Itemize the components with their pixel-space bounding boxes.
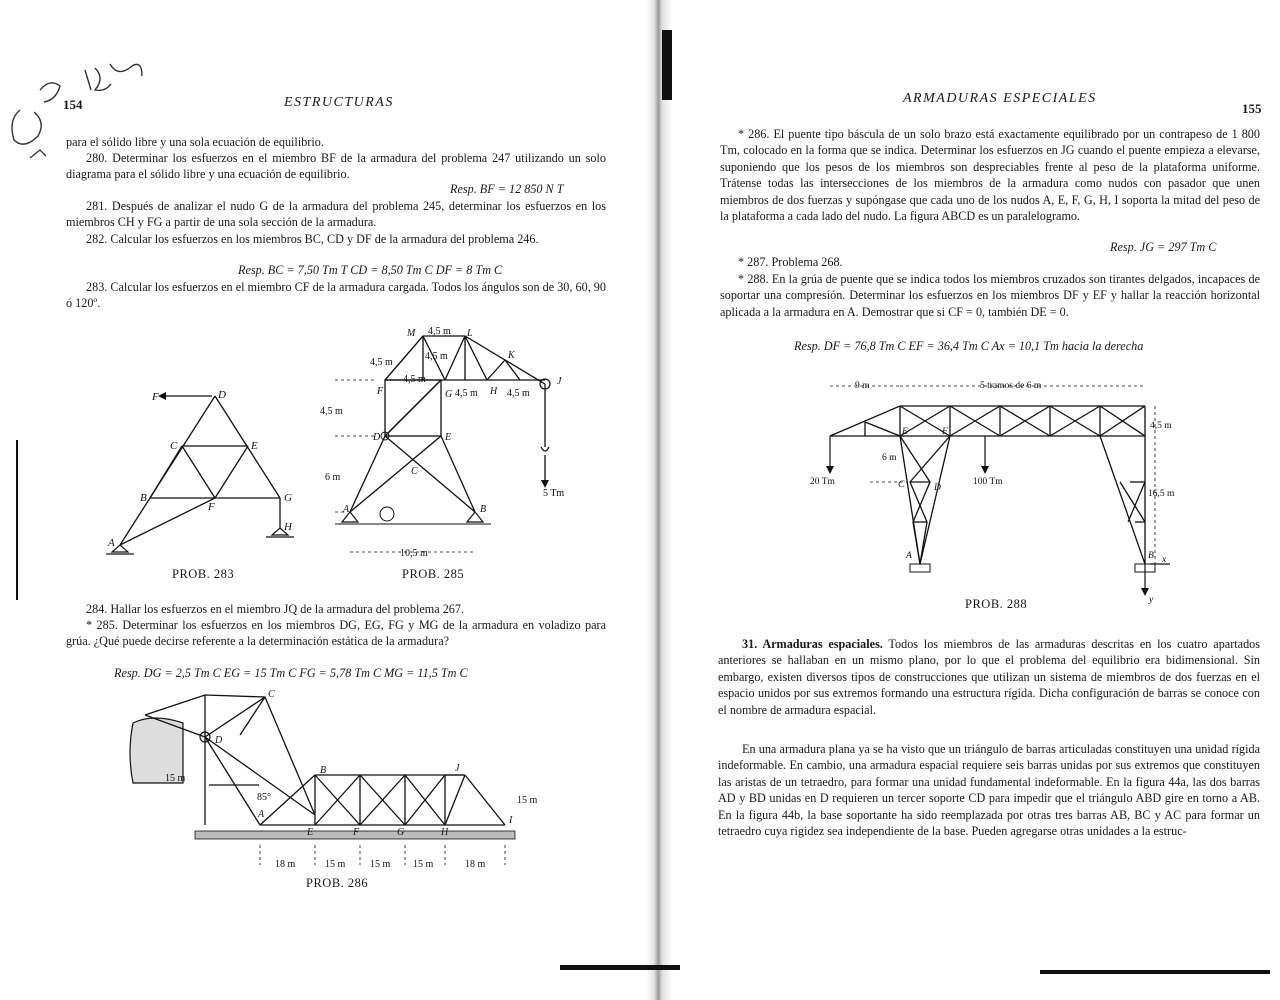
label-B: B xyxy=(1148,551,1154,561)
dim-tramos: 5 tramos de 6 m xyxy=(980,381,1042,391)
label-F: F xyxy=(377,386,384,397)
label-E: E xyxy=(902,427,908,437)
label-E: E xyxy=(445,432,452,443)
label-D: D xyxy=(215,735,223,746)
dim-9m: 9 m xyxy=(855,381,870,391)
section-31-paragraph-2: En una armadura plana ya se ha visto que un triángulo de barras articuladas constituyen una unidad rígida indeformable. En cambio, una armadura espacial requiere seis barras unidas por sus extremos que constituyen las aristas de un tetraedro, para formar una unidad fundamental indeformable. En la figura 44a, las dos barras AD y BD unidas en D requieren un tercer soporte CD para impedir que el triángulo ABD gire en torno a AB. En la figura 44b, la base soportante ha sido reemplazada por otras tres barras AB, BC y AC para formar un tetraedro cuya rigidez sea independiente de la base. Pueden agregarse otras unidades a la estruc- xyxy=(718,742,1260,839)
problem-286: * 286. El puente tipo báscula de un solo brazo está exactamente equilibrado por un contrapeso de 1 800 Tm, colocado en la forma que se indica. Determinar los esfuerzos en JG cuando el puente empieza a elevarse, suponiendo que los pesos de los miembros son despreciables frente al peso de la plataforma uniforme. Trátense todas las intersecciones de los miembros de la armadura como nudos con pasador que unen miembros de dos fuerzas y supóngase que cada uno de los nudos A, E, F, G, H, I soporta la mitad del peso de la plataforma a cada lado del nudo. La figura ABCD es un paralelogramo. xyxy=(720,127,1260,224)
label-M: M xyxy=(407,328,416,339)
right-page xyxy=(660,0,1280,1000)
problem-285-answer: Resp. DG = 2,5 Tm C EG = 15 Tm C FG = 5,78 Tm C MG = 11,5 Tm C xyxy=(114,666,468,680)
label-F: F xyxy=(353,827,360,838)
label-H: H xyxy=(441,827,449,838)
dim-15b: 15 m xyxy=(517,795,538,806)
load-100tm: 100 Tm xyxy=(973,477,1003,487)
problem-283: 283. Calcular los esfuerzos en el miembro CF de la armadura cargada. Todos los ángulos son de 30, 60, 90 ó 120º. xyxy=(66,280,606,311)
dim-MF: 4,5 m xyxy=(370,357,393,368)
dim-HJ: 4,5 m xyxy=(507,388,530,399)
running-header: ARMADURAS ESPECIALES xyxy=(903,91,1097,106)
running-header: ESTRUCTURAS xyxy=(284,95,394,110)
label-B: B xyxy=(140,492,147,504)
dim-2: 15 m xyxy=(370,859,391,870)
label-x: x xyxy=(1162,555,1167,565)
label-H: H xyxy=(284,521,292,533)
problem-282: 282. Calcular los esfuerzos en los miembros BC, CD y DF de la armadura del problema 246. xyxy=(86,232,539,246)
dim-GH: 4,5 m xyxy=(455,388,478,399)
dim-15a: 15 m xyxy=(165,773,186,784)
page-number: 155 xyxy=(1242,101,1262,116)
label-C: C xyxy=(898,480,905,490)
label-A: A xyxy=(343,504,350,515)
problem-285: * 285. Determinar los esfuerzos en los miembros DG, EG, FG y MG de la armadura en voladizo para grúa. ¿Qué puede decirse referente a la determinación estática de la armadura? xyxy=(66,618,606,649)
dim-165m: 16,5 m xyxy=(1148,489,1175,499)
dim-FG: 4,5 m xyxy=(403,374,426,385)
label-K: K xyxy=(508,350,515,361)
label-D: D xyxy=(934,483,941,493)
label-F: F xyxy=(152,391,159,403)
problem-281: 281. Después de analizar el nudo G de la armadura del problema 245, determinar los esfuerzos en los miembros CH y FG a partir de una sola sección de la armadura. xyxy=(66,199,606,230)
caption-prob-286: PROB. 286 xyxy=(306,876,369,890)
dim-45m: 4,5 m xyxy=(1150,421,1172,431)
figure-prob-285 xyxy=(315,322,585,567)
dim-width-105: 10,5 m xyxy=(400,548,428,559)
label-H: H xyxy=(490,386,498,397)
label-E: E xyxy=(307,827,314,838)
section-31-paragraph-1: Todos los miembros de las armaduras descritas en los cuatro apartados anteriores se hallaban en un mismo plano, por lo que el problema del equilibrio era bidimensional. Sin embargo, existen diversos tipos de construcciones que utilizan un sistema de miembros de dos fuerzas en el espacio unidos por sus extremos formando una estructura rígida. Dicha configuración de barras se conoce con el nombre de armadura espacial. xyxy=(718,637,1260,717)
problem-287: * 287. Problema 268. xyxy=(738,255,843,269)
label-F-inner: F xyxy=(208,501,215,513)
label-G: G xyxy=(397,827,405,838)
label-A: A xyxy=(906,551,912,561)
label-C: C xyxy=(268,689,275,700)
label-G: G xyxy=(284,492,292,504)
label-L: L xyxy=(467,328,473,339)
dim-MG: 4,5 m xyxy=(425,351,448,362)
label-B: B xyxy=(480,504,487,515)
label-I: I xyxy=(509,815,513,826)
problem-280: 280. Determinar los esfuerzos en el miembro BF de la armadura del problema 247 utilizando un solo diagrama para el sólido libre y una ecuación de equilibrio. xyxy=(66,151,606,182)
label-J: J xyxy=(557,376,562,387)
problem-284: 284. Hallar los esfuerzos en el miembro JQ de la armadura del problema 267. xyxy=(86,602,465,616)
dim-4: 18 m xyxy=(465,859,486,870)
label-y: y xyxy=(1149,595,1154,605)
figure-prob-288 xyxy=(810,372,1175,605)
label-D: D xyxy=(218,389,226,401)
page-number: 154 xyxy=(63,97,83,112)
dim-ML: 4,5 m xyxy=(428,326,451,337)
label-J: J xyxy=(455,763,460,774)
label-F: F xyxy=(942,427,948,437)
dim-0: 18 m xyxy=(275,859,296,870)
label-D: D xyxy=(373,432,381,443)
dim-height-6: 6 m xyxy=(325,472,341,483)
problem-286-answer: Resp. JG = 297 Tm C xyxy=(1110,240,1217,254)
section-31-title: 31. Armaduras espaciales. xyxy=(742,637,883,651)
label-A: A xyxy=(258,809,265,820)
label-E: E xyxy=(251,440,258,452)
load-5tm: 5 Tm xyxy=(543,488,565,499)
caption-prob-288: PROB. 288 xyxy=(965,597,1028,611)
load-20tm: 20 Tm xyxy=(810,477,835,487)
problem-288-answer: Resp. DF = 76,8 Tm C EF = 36,4 Tm C Ax = 10,1 Tm hacia la derecha xyxy=(794,339,1144,353)
paragraph-intro: para el sólido libre y una sola ecuación de equilibrio. xyxy=(66,135,324,149)
label-C: C xyxy=(411,466,418,477)
problem-282-answer: Resp. BC = 7,50 Tm T CD = 8,50 Tm C DF = 8 Tm C xyxy=(238,263,503,277)
caption-prob-283: PROB. 283 xyxy=(172,567,235,581)
angle-85: 85° xyxy=(257,792,271,803)
section-31 xyxy=(718,636,1260,718)
caption-prob-285: PROB. 285 xyxy=(402,567,465,581)
dim-1: 15 m xyxy=(325,859,346,870)
label-G: G xyxy=(445,389,453,400)
dim-height-45: 4,5 m xyxy=(320,406,343,417)
problem-288: * 288. En la grúa de puente que se indica todos los miembros cruzados son tirantes delgados, incapaces de soportar una compresión. Determinar los esfuerzos en los miembros DF y EF y hallar la reacción horizontal aplicada a la armadura en A. Demostrar que si CF = 0, también DE = 0. xyxy=(720,272,1260,319)
problem-280-answer: Resp. BF = 12 850 N T xyxy=(450,182,564,196)
label-A: A xyxy=(108,537,115,549)
dim-6m: 6 m xyxy=(882,453,897,463)
label-C: C xyxy=(170,440,178,452)
figure-prob-286 xyxy=(125,685,538,875)
label-B: B xyxy=(320,765,327,776)
figure-prob-283 xyxy=(100,380,300,555)
dim-3: 15 m xyxy=(413,859,434,870)
